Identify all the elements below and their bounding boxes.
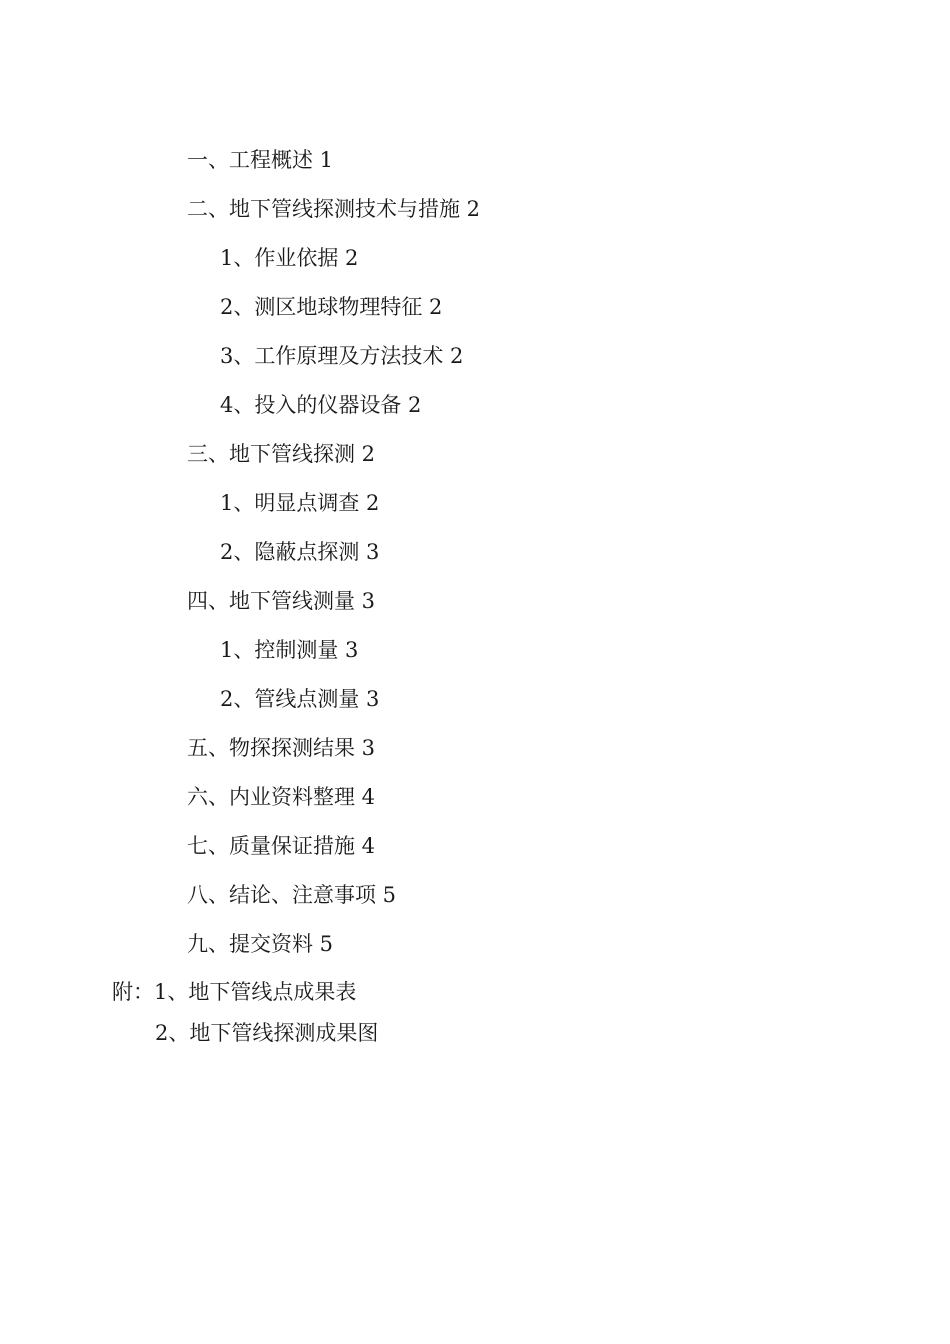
toc-entry-submitted-materials: 九、提交资料 5 [187,932,334,956]
toc-entry-detection-techniques: 二、地下管线探测技术与措施 2 [187,197,481,221]
toc-subentry-instruments: 4、投入的仪器设备 2 [220,393,422,417]
toc-subentry-geophysical-features: 2、测区地球物理特征 2 [220,295,443,319]
toc-subentry-hidden-points: 2、隐蔽点探测 3 [220,540,380,564]
toc-entry-quality-assurance: 七、质量保证措施 4 [187,834,376,858]
toc-subentry-control-survey: 1、控制测量 3 [220,638,359,662]
toc-subentry-point-survey: 2、管线点测量 3 [220,687,380,711]
toc-entry-conclusions: 八、结论、注意事项 5 [187,883,397,907]
toc-subentry-visible-points: 1、明显点调查 2 [220,491,380,515]
toc-entry-data-processing: 六、内业资料整理 4 [187,785,376,809]
toc-entry-project-overview: 一、工程概述 1 [187,148,334,172]
toc-entry-pipeline-detection: 三、地下管线探测 2 [187,442,376,466]
toc-entry-pipeline-survey: 四、地下管线测量 3 [187,589,376,613]
toc-subentry-work-basis: 1、作业依据 2 [220,246,359,270]
toc-entry-detection-results: 五、物探探测结果 3 [187,736,376,760]
appendix-line-results-map: 2、地下管线探测成果图 [155,1021,379,1045]
appendix-line-results-table: 附：1、地下管线点成果表 [112,980,357,1004]
toc-subentry-working-principle: 3、工作原理及方法技术 2 [220,344,464,368]
